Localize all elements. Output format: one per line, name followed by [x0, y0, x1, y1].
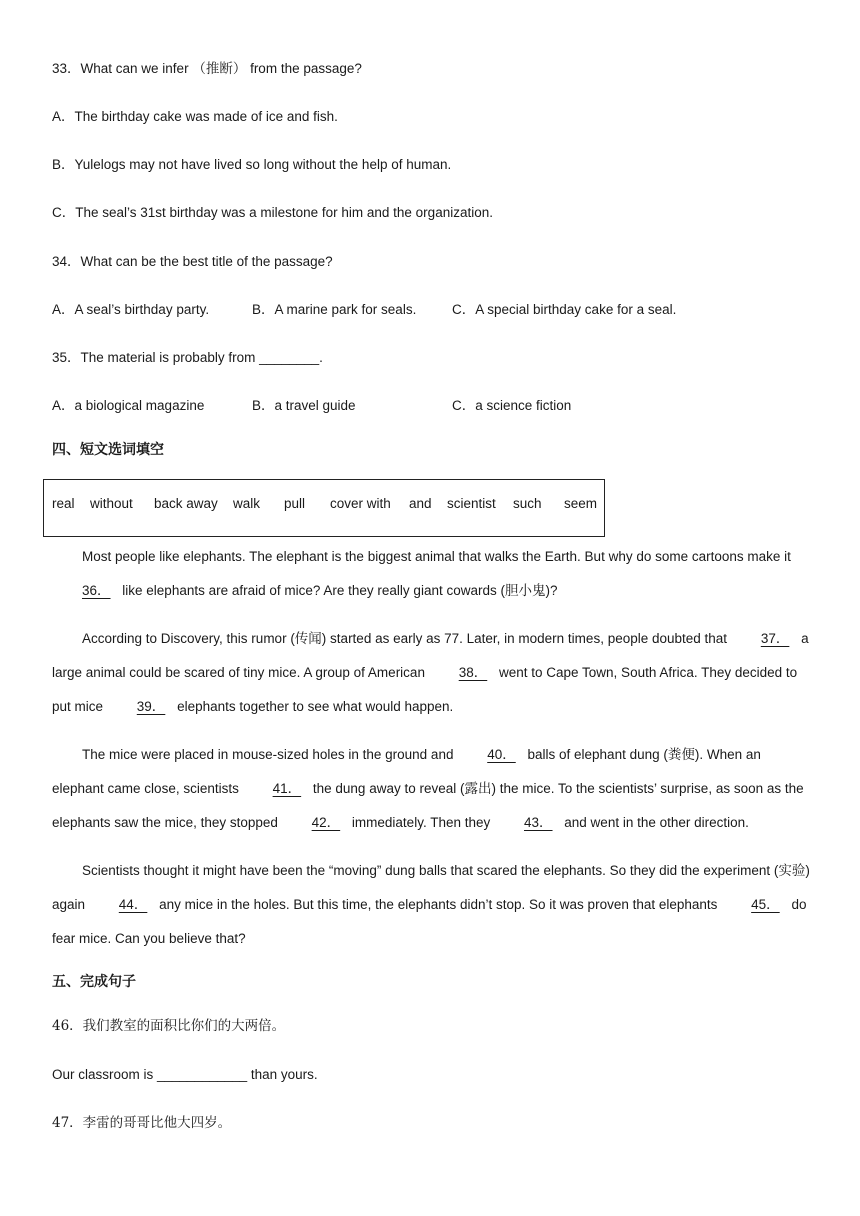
question-34-stem: 34．What can be the best title of the passage? [52, 254, 333, 269]
question-47-chinese: 47．李雷的哥哥比他大四岁。 [52, 1115, 232, 1131]
question-33-stem: 33．What can we infer （推断） from the passage? [52, 61, 362, 76]
section-4-heading: 四、短文选词填空 [52, 442, 164, 458]
blank-39[interactable]: 39． [136, 699, 166, 714]
question-33-option-b: B．Yulelogs may not have lived so long without the help of human. [52, 157, 452, 172]
blank-44[interactable]: 44． [118, 897, 148, 912]
question-46-english: Our classroom is ____________ than yours. [52, 1067, 318, 1082]
question-35-option-b: B．a travel guide [252, 398, 356, 413]
word-bank-item: without [90, 496, 133, 511]
passage-paragraph-1: Most people like elephants. The elephant is the biggest animal that walks the Earth. But why do some cartoons make it 36． like elephants are afraid of mice? Are they really giant cowards (胆小鬼)? [52, 540, 812, 608]
passage-paragraph-2: According to Discovery, this rumor (传闻) started as early as 77. Later, in modern times, people doubted that 37． a large animal could be scared of tiny mice. A group of American 38． went to Cape Town, South Africa. They decided to put mice 39． elephants together to see what would happen. [52, 622, 812, 724]
question-34-option-a: A．A seal’s birthday party. [52, 302, 210, 317]
passage-paragraph-3: The mice were placed in mouse-sized holes in the ground and 40． balls of elephant dung (粪便). When an elephant came close, scientists 41． the dung away to reveal (露出) the mice. To the scientists’ surprise, as soon as the elephants saw the mice, they stopped 42． immediately. Then they 43． and went in the other direction. [52, 738, 812, 840]
question-34-option-c: C．A special birthday cake for a seal. [452, 302, 677, 317]
question-35-option-c: C．a science fiction [452, 398, 572, 413]
question-46-chinese: 46．我们教室的面积比你们的大两倍。 [52, 1018, 286, 1034]
blank-45[interactable]: 45． [751, 897, 780, 912]
word-bank-item: real [52, 496, 75, 511]
blank-41[interactable]: 41． [272, 781, 302, 796]
blank-38[interactable]: 38． [458, 665, 488, 680]
blank-43[interactable]: 43． [524, 815, 553, 830]
blank-42[interactable]: 42． [311, 815, 341, 830]
word-bank-box [43, 479, 605, 537]
word-bank-item: back away [154, 496, 218, 511]
word-bank-item: and [409, 496, 432, 511]
question-35-option-a: A．a biological magazine [52, 398, 205, 413]
question-33-option-c: C．The seal’s 31st birthday was a milestone for him and the organization. [52, 205, 493, 220]
word-bank-item: walk [233, 496, 261, 511]
question-34-option-b: B．A marine park for seals. [252, 302, 417, 317]
blank-40[interactable]: 40． [487, 747, 516, 762]
word-bank-item: pull [284, 496, 306, 511]
section-5-heading: 五、完成句子 [52, 974, 136, 990]
blank-36[interactable]: 36． [82, 583, 111, 598]
question-33-option-a: A．The birthday cake was made of ice and fish. [52, 109, 338, 124]
word-bank-item: cover with [330, 496, 391, 511]
word-bank-item: such [513, 496, 542, 511]
question-35-stem: 35．The material is probably from ________. [52, 350, 323, 365]
word-bank-item: seem [564, 496, 598, 511]
passage-paragraph-4: Scientists thought it might have been the “moving” dung balls that scared the elephants. So they did the experiment (实验) again 44． any mice in the holes. But this time, the elephants didn’t stop. So it was proven that elephants 45． do fear mice. Can you believe that? [52, 863, 810, 946]
blank-37[interactable]: 37． [760, 631, 790, 646]
word-bank-item: scientist [447, 496, 496, 511]
